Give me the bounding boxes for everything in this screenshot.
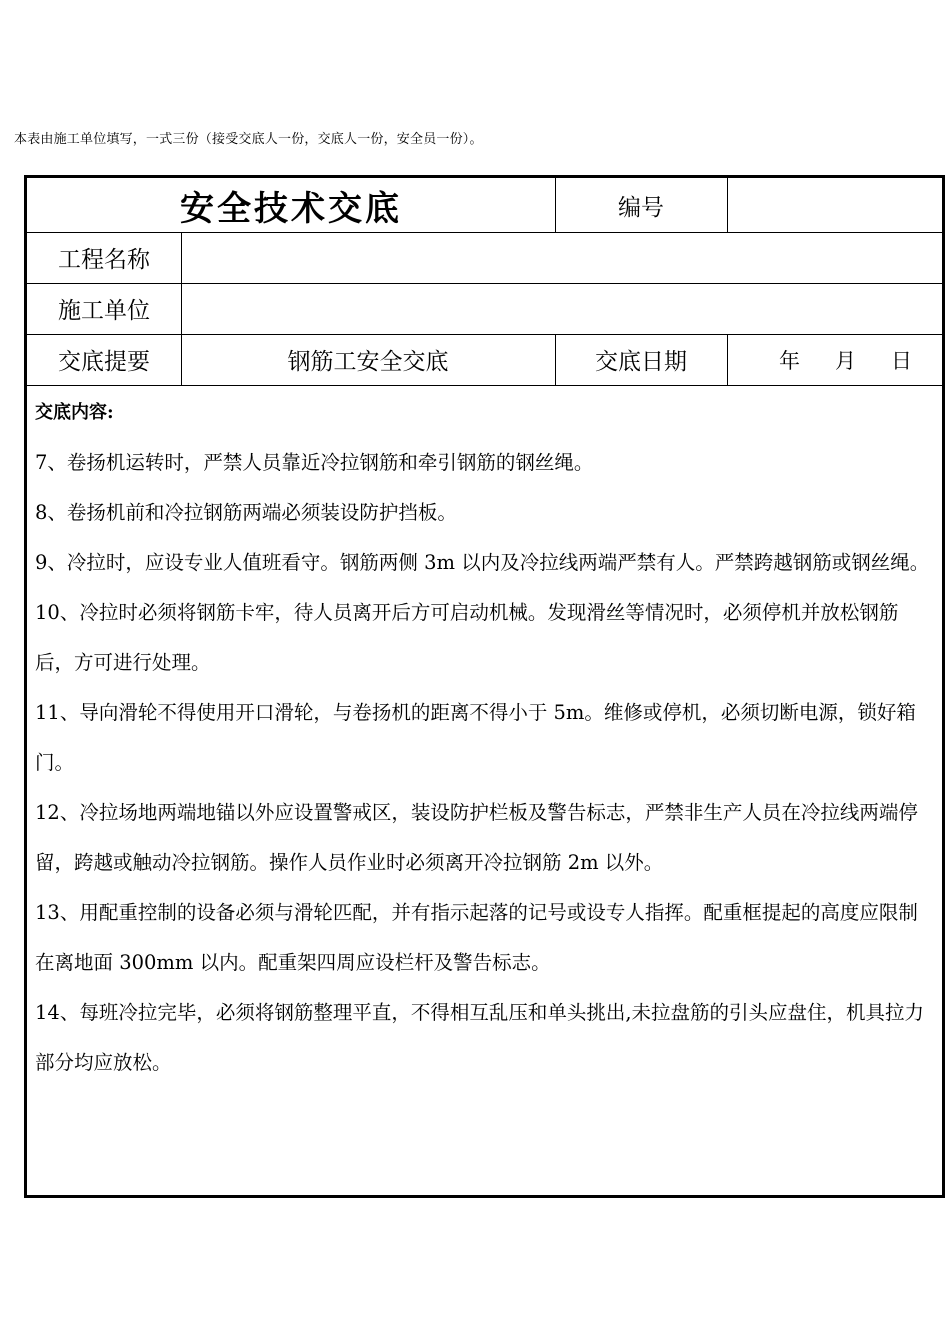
number-field[interactable] <box>727 178 942 232</box>
date-label: 交底日期 <box>595 349 687 375</box>
briefing-item: 12、冷拉场地两端地锚以外应设置警戒区，装设防护栏板及警告标志，严禁非生产人员在冷拉线两端停留，跨越或触动冷拉钢筋。操作人员作业时必须离开冷拉钢筋 2m 以外。 <box>35 801 918 874</box>
briefing-item: 14、每班冷拉完毕，必须将钢筋整理平直，不得相互乱压和单头挑出,未拉盘筋的引头应盘住，机具拉力部分均应放松。 <box>35 1001 925 1074</box>
briefing-item: 11、导向滑轮不得使用开口滑轮，与卷扬机的距离不得小于 5m。维修或停机，必须切断电源，锁好箱门。 <box>35 701 916 774</box>
date-day-label: 日 <box>891 348 912 373</box>
project-name-label: 工程名称 <box>58 247 150 273</box>
date-year-label: 年 <box>779 348 800 373</box>
briefing-item: 9、冷拉时，应设专业人值班看守。钢筋两侧 3m 以内及冷拉线两端严禁有人。严禁跨越钢筋或钢丝绳。 <box>35 551 930 574</box>
construction-unit-label: 施工单位 <box>58 298 150 324</box>
summary-label: 交底提要 <box>58 349 150 375</box>
briefing-item: 7、卷扬机运转时，严禁人员靠近冷拉钢筋和牵引钢筋的钢丝绳。 <box>35 451 594 474</box>
form-instructions-note: 本表由施工单位填写，一式三份（接受交底人一份，交底人一份，安全员一份）。 <box>14 132 483 147</box>
date-month-label: 月 <box>835 348 856 373</box>
date-field[interactable] <box>727 334 942 385</box>
content-label: 交底内容: <box>35 402 114 423</box>
briefing-item: 13、用配重控制的设备必须与滑轮匹配，并有指示起落的记号或设专人指挥。配重框提起的高度应限制在离地面 300mm 以内。配重架四周应设栏杆及警告标志。 <box>35 901 918 974</box>
safety-briefing-form <box>24 175 945 1198</box>
project-name-field[interactable] <box>181 232 942 283</box>
briefing-item: 8、卷扬机前和冷拉钢筋两端必须装设防护挡板。 <box>35 501 457 524</box>
construction-unit-field[interactable] <box>181 283 942 334</box>
briefing-item: 10、冷拉时必须将钢筋卡牢，待人员离开后方可启动机械。发现滑丝等情况时，必须停机并放松钢筋后，方可进行处理。 <box>35 601 899 674</box>
briefing-content <box>35 388 934 1088</box>
number-label: 编号 <box>618 194 664 221</box>
form-title: 安全技术交底 <box>180 188 402 229</box>
summary-value: 钢筋工安全交底 <box>287 349 449 375</box>
row-divider <box>27 385 942 386</box>
